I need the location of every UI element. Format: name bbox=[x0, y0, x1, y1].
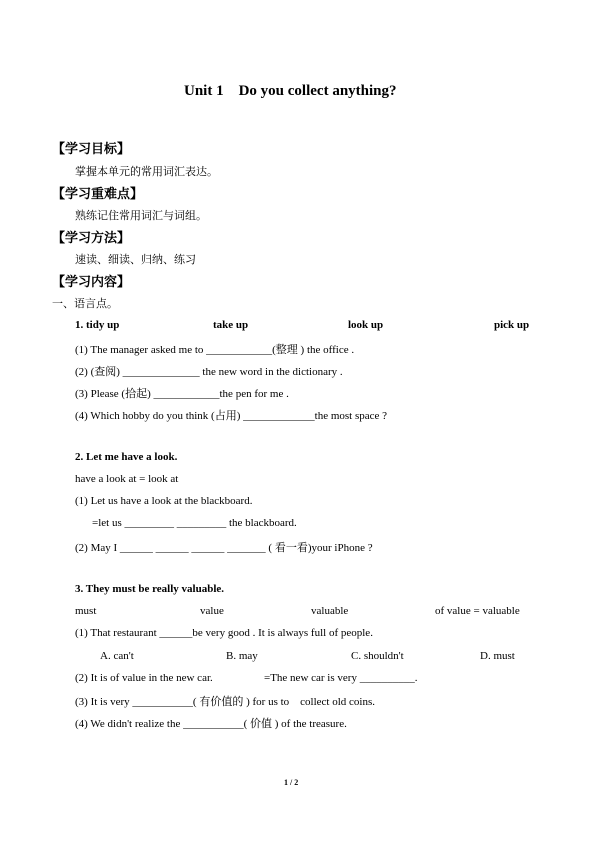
part-one-label: 一、语言点。 bbox=[52, 297, 118, 310]
point1-item-4: (4) Which hobby do you think (占用) _____________the most space ? bbox=[75, 410, 388, 422]
point3-item-4: (4) We didn't realize the ___________( 价值 ) of the treasure. bbox=[75, 718, 347, 730]
point2-item-2: (2) May I ______ ______ ______ _______ ( 看一看)your iPhone ? bbox=[75, 542, 373, 554]
point2-item-1: (1) Let us have a look at the blackboard. bbox=[75, 495, 253, 507]
point1-word-take-up: take up bbox=[213, 319, 249, 331]
methods-text: 速读、细读、归纳、练习 bbox=[75, 253, 196, 266]
point1-word-look-up: look up bbox=[348, 319, 384, 331]
point3-item-2b: =The new car is very __________. bbox=[264, 672, 418, 684]
point3-word-of-value: of value = valuable bbox=[435, 605, 520, 617]
point3-option-c: C. shouldn't bbox=[351, 650, 404, 662]
point3-word-valuable: valuable bbox=[311, 605, 349, 617]
point1-heading: 1. tidy up bbox=[75, 319, 120, 331]
point2-item-1b: =let us _________ _________ the blackboard. bbox=[92, 517, 297, 529]
point3-option-a: A. can't bbox=[100, 650, 134, 662]
methods-heading: 【学习方法】 bbox=[52, 231, 131, 246]
content-heading: 【学习内容】 bbox=[52, 275, 131, 290]
point3-word-value: value bbox=[200, 605, 224, 617]
point1-item-3: (3) Please (拾起) ____________the pen for me . bbox=[75, 388, 289, 400]
point3-word-must: must bbox=[75, 605, 97, 617]
point1-item-2: (2) (查阅) ______________ the new word in the dictionary . bbox=[75, 366, 343, 378]
point3-option-d: D. must bbox=[480, 650, 515, 662]
objectives-text: 掌握本单元的常用词汇表达。 bbox=[75, 165, 218, 178]
point3-option-b: B. may bbox=[226, 650, 258, 662]
point3-item-1: (1) That restaurant ______be very good . It is always full of people. bbox=[75, 627, 373, 639]
page-title: Unit 1 Do you collect anything? bbox=[184, 83, 397, 99]
point2-note: have a look at = look at bbox=[75, 473, 179, 485]
point3-item-3: (3) It is very ___________( 有价值的 ) for us to collect old coins. bbox=[75, 696, 376, 708]
point1-item-1: (1) The manager asked me to ____________(整理 ) the office . bbox=[75, 344, 355, 356]
point2-heading: 2. Let me have a look. bbox=[75, 451, 178, 463]
point3-heading: 3. They must be really valuable. bbox=[75, 583, 225, 595]
point1-word-pick-up: pick up bbox=[494, 319, 530, 331]
point3-item-2a: (2) It is of value in the new car. bbox=[75, 672, 213, 684]
keypoints-text: 熟练记住常用词汇与词组。 bbox=[75, 209, 207, 222]
keypoints-heading: 【学习重难点】 bbox=[52, 187, 144, 202]
page-number: 1 / 2 bbox=[284, 778, 299, 787]
objectives-heading: 【学习目标】 bbox=[52, 142, 131, 157]
